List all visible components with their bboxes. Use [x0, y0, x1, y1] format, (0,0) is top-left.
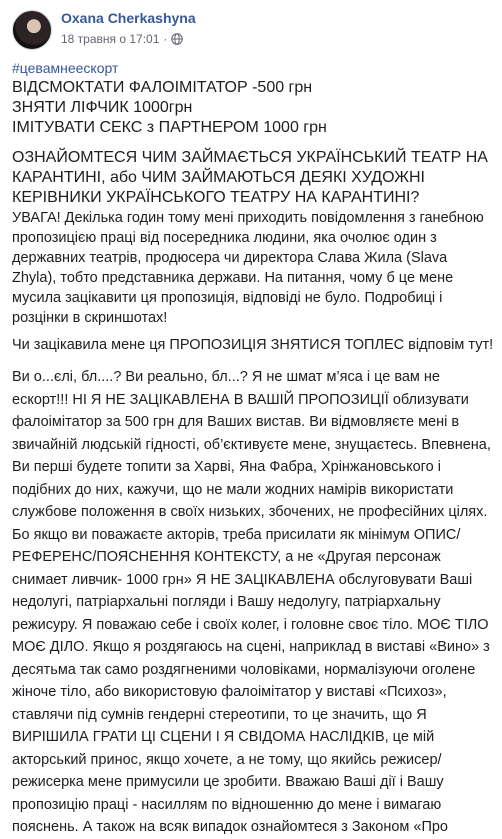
- post-body: [12, 59, 494, 839]
- globe-icon[interactable]: [171, 33, 183, 45]
- post-header: [12, 8, 492, 52]
- meta-separator: ·: [163, 32, 168, 46]
- post-date[interactable]: 18 травня о 17:01: [61, 32, 160, 46]
- avatar[interactable]: [12, 10, 52, 50]
- post-headline: ОЗНАЙОМТЕСЯ ЧИМ ЗАЙМАЄТЬСЯ УКРАЇНСЬКИЙ ТЕАТР НА КАРАНТИНІ, або ЧИМ ЗАЙМАЮТЬСЯ ДЕЯКІ ХУДОЖНІ КЕРІВНИКИ УКРАЇНСЬКОГО ТЕАТРУ НА КАРАНТИНІ?: [12, 149, 488, 206]
- author-name[interactable]: Oxana Cherkashyna: [61, 10, 196, 26]
- post-line: ВІДСМОКТАТИ ФАЛОІМІТАТОР -500 грн: [12, 79, 313, 96]
- hashtag-link[interactable]: #цевамнеескорт: [12, 60, 119, 76]
- post-line: ІМІТУВАТИ СЕКС з ПАРТНЕРОМ 1000 грн: [12, 119, 327, 136]
- post-line: ЗНЯТИ ЛІФЧИК 1000грн: [12, 99, 193, 116]
- post-paragraph: Чи зацікавила мене ця ПРОПОЗИЦІЯ ЗНЯТИСЯ ТОПЛЕС відповім тут!: [12, 337, 494, 353]
- post-paragraph: УВАГА! Декілька годин тому мені приходить повідомлення з ганебною пропозицією праці від посередника людини, яка очолює один з державних театрів, продюсера чи директора Слава Жила (Slava Zhyla), тобто представника держави. На питання, чому б це мене мусила зацікавити ця пропозиція, відповіді не було. Подробиці і розцінки в скриншотах!: [12, 210, 484, 326]
- post-meta: [61, 32, 183, 46]
- post-paragraph: Ви о...єлі, бл....? Ви реально, бл...? Я не шмат м’яса і це вам не ескорт!!! НІ Я НЕ ЗАЦІКАВЛЕНА В ВАШІЙ ПРОПОЗИЦІЇ облизувати фалоімітатор за 500 грн для Ваших вистав. Ви відмовляєте мені в звичайній людській гідності, об’єктивуєте мене, знущаєтесь. Впевнена, Ви перші будете топити за Харві, Яна Фабра, Хрінжановського і подібних до них, кажучи, що не мали жодних намірів використати службове положення в своїх низьких, збочених, не професійних цілях. Бо якщо ви поважаєте акторів, треба присилати як мінімум ОПИС/РЕФЕРЕНС/ПОЯСНЕННЯ КОНТЕКСТУ, а не «Другая персонаж снимает ливчик- 1000 грн» Я НЕ ЗАЦІКАВЛЕНА обслуговувати Ваші недолугі, патріархальні погляди і Вашу недолугу, патріархальну режисуру. Я поважаю себе і своїх колег, і головне своє тіло. МОЄ ТІЛО МОЄ ДІЛО. Якщо я роздягаюсь на сцені, наприклад в виставі «Вино» з десятьма так само роздягненими чоловіками, нормалізуючи оголене жіноче тіло, або використовую фалоімітатор у виставі «Психоз», ставлячи під сумнів гендерні стереотипи, то це значить, що Я ВИРІШИЛА ГРАТИ ЦІ СЦЕНИ І Я СВІДОМА НАСЛІДКІВ, це мій акторський принос, якщо хочете, а не тому, що якийсь режисер/режисерка мене примусили це зробити. Вважаю Ваші дії і Вашу пропозицію праці - насиллям по відношенню до мене і вимагаю пояснень. А також на всяк випадок ознайомтеся з Законом «Про: [12, 369, 491, 835]
